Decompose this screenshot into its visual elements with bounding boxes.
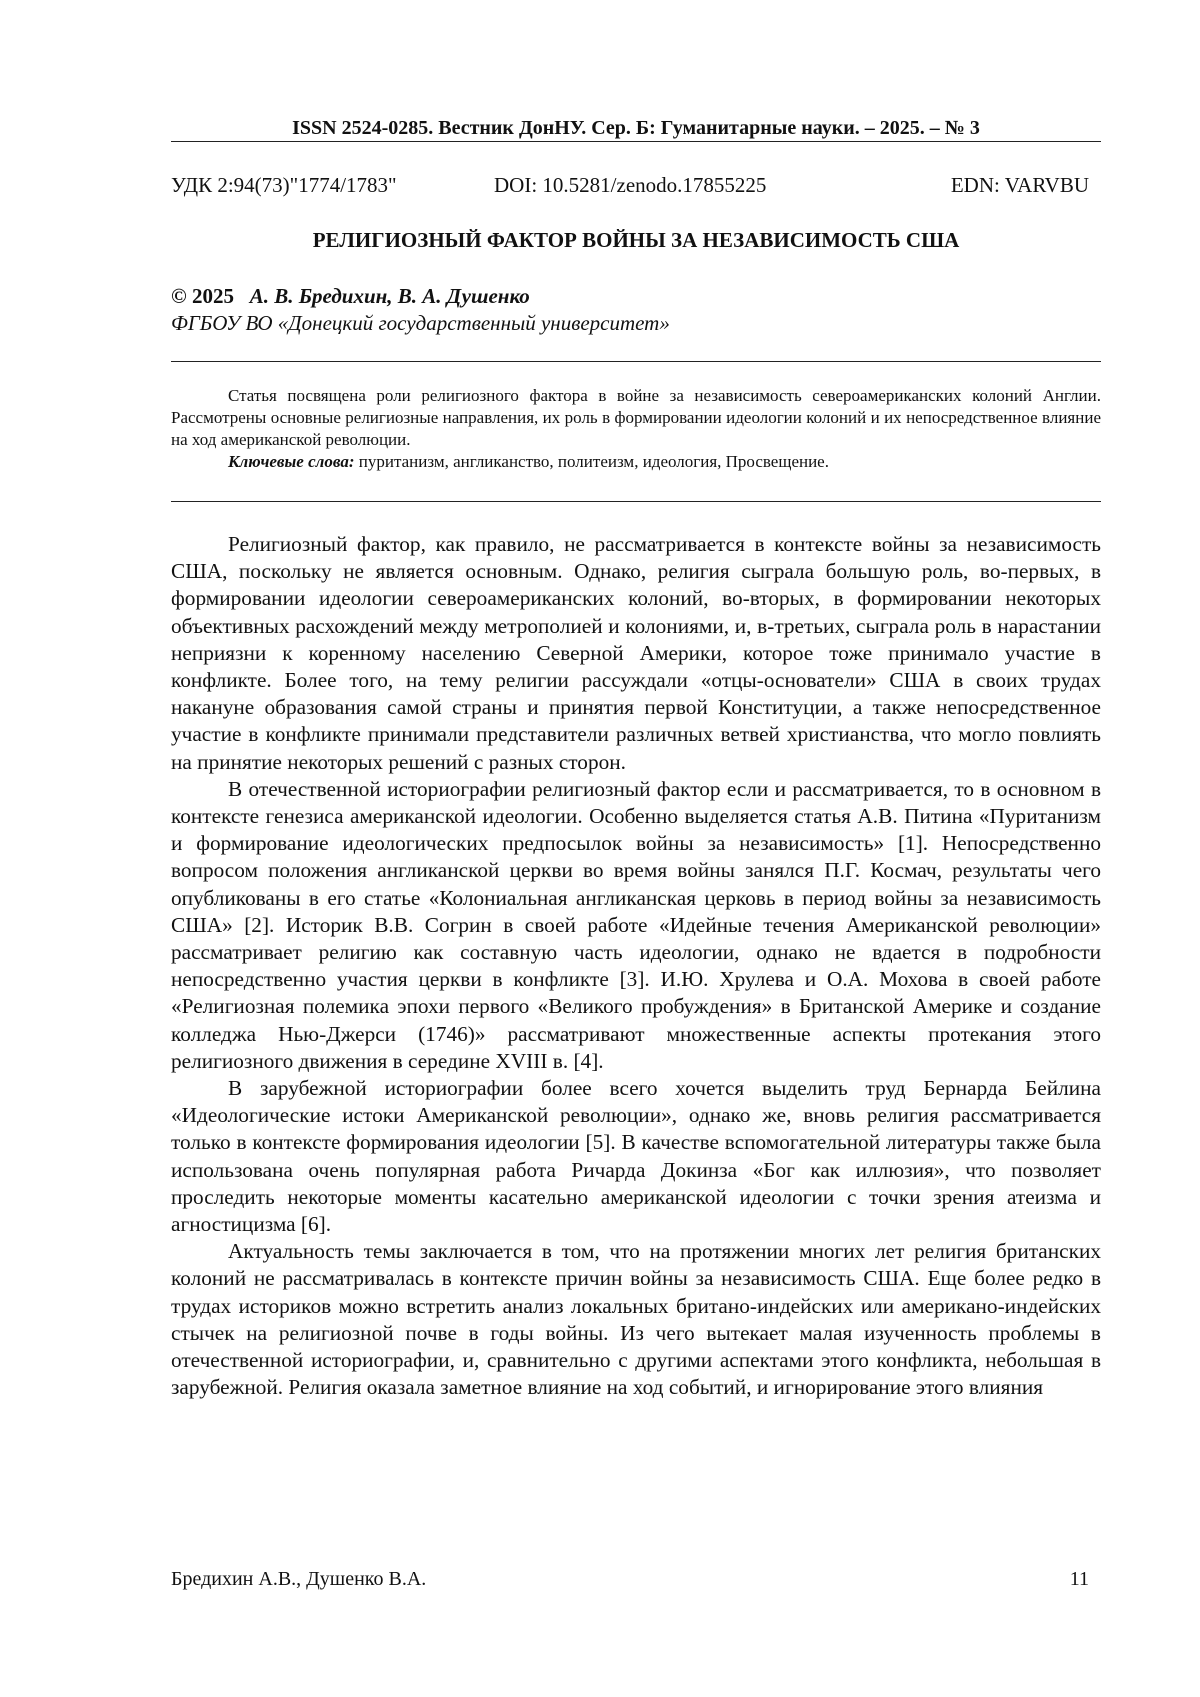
body-paragraph: Актуальность темы заключается в том, что на протяжении многих лет религия британских колоний не рассматривалась в контексте причин войны за независимость США. Еще более редко в трудах историков можно встретить анализ локальных британо-индейских или американо-индейских стычек на религиозной почве в годы войны. Из чего вытекает малая изученность проблемы в отечественной историографии, и, сравнительно с другими аспектами этого конфликта, небольшая в зарубежной. Религия оказала заметное влияние на ход событий, и игнорирование этого влияния	[171, 1239, 1101, 1400]
page-footer	[171, 1567, 1101, 1591]
article-body	[171, 531, 1101, 1402]
body-paragraph: Религиозный фактор, как правило, не рассматривается в контексте войны за независимость США, поскольку не является основным. Однако, религия сыграла большую роль, во-первых, в формировании идеологии североамериканских колоний, во-вторых, в формировании некоторых объективных расхождений между метрополией и колониями, и, в-третьих, сыграла роль в нарастании неприязни к коренному населению Северной Америки, которое тоже принимало участие в конфликте. Более того, на тему религии рассуждали «отцы-основатели» США в своих трудах накануне образования самой страны и принятия первой Конституции, а также непосредственное участие в конфликте принимали представители различных ветвей христианства, что могло повлиять на принятие некоторых решений с разных сторон.	[171, 532, 1101, 774]
article-title: РЕЛИГИОЗНЫЙ ФАКТОР ВОЙНЫ ЗА НЕЗАВИСИМОСТЬ США	[312, 228, 960, 252]
affiliation: ФГБОУ ВО «Донецкий государственный университет»	[171, 311, 670, 335]
keywords	[171, 451, 1101, 473]
header-divider	[171, 141, 1101, 142]
author-line	[171, 283, 530, 309]
abstract-text: Статья посвящена роли религиозного фактора в войне за независимость североамериканских колоний Англии. Рассмотрены основные религиозные направления, их роль в формировании идеологии колоний и их непосредственное влияние на ход американской революции.	[171, 386, 1101, 449]
abstract-top-divider	[171, 361, 1101, 362]
keywords-list: пуританизм, англиканство, политеизм, идеология, Просвещение.	[358, 452, 829, 471]
body-paragraph: В зарубежной историографии более всего хочется выделить труд Бернарда Бейлина «Идеологические истоки Американской революции», однако же, вновь религия рассматривается только в контексте формирования идеологии [5]. В качестве вспомогательной литературы также была использована очень популярная работа Ричарда Докинза «Бог как иллюзия», что позволяет проследить некоторые моменты касательно американской идеологии с точки зрения атеизма и агностицизма [6].	[171, 1076, 1101, 1237]
page-number: 11	[1069, 1568, 1089, 1590]
abstract-bottom-divider	[171, 501, 1101, 502]
abstract	[171, 385, 1101, 473]
page	[171, 0, 1101, 1697]
journal-header: ISSN 2524-0285. Вестник ДонНУ. Сер. Б: Гуманитарные науки. – 2025. – № 3	[292, 117, 980, 139]
edn: EDN: VARVBU	[950, 173, 1089, 197]
keywords-label: Ключевые слова:	[228, 452, 355, 471]
body-paragraph: В отечественной историографии религиозный фактор если и рассматривается, то в основном в контексте генезиса американской идеологии. Особенно выделяется статья А.В. Питина «Пуританизм и формирование идеологических предпосылок войны за независимость» [1]. Непосредственно вопросом положения англиканской церкви во время войны занялся П.Г. Космач, результаты чего опубликованы в его статье «Колониальная англиканская церковь в период войны за независимость США» [2]. Историк В.В. Согрин в своей работе «Идейные течения Американской революции» рассматривает религию как составную часть идеологии, однако не вдается в подробности непосредственно участия церкви в конфликте [3]. И.Ю. Хрулева и О.А. Мохова в своей работе «Религиозная полемика эпохи первого «Великого пробуждения» в Британской Америке и создание колледжа Нью-Джерси (1746)» рассматривают множественные аспекты протекания этого религиозного движения в середине XVIII в. [4].	[171, 776, 1101, 1073]
doi: DOI: 10.5281/zenodo.17855225	[494, 173, 767, 197]
udk-code: УДК 2:94(73)"1774/1783"	[171, 173, 397, 197]
author-names: А. В. Бредихин, В. А. Душенко	[249, 284, 530, 308]
footer-authors: Бредихин А.В., Душенко В.А.	[171, 1568, 427, 1590]
copyright: © 2025	[171, 284, 234, 308]
